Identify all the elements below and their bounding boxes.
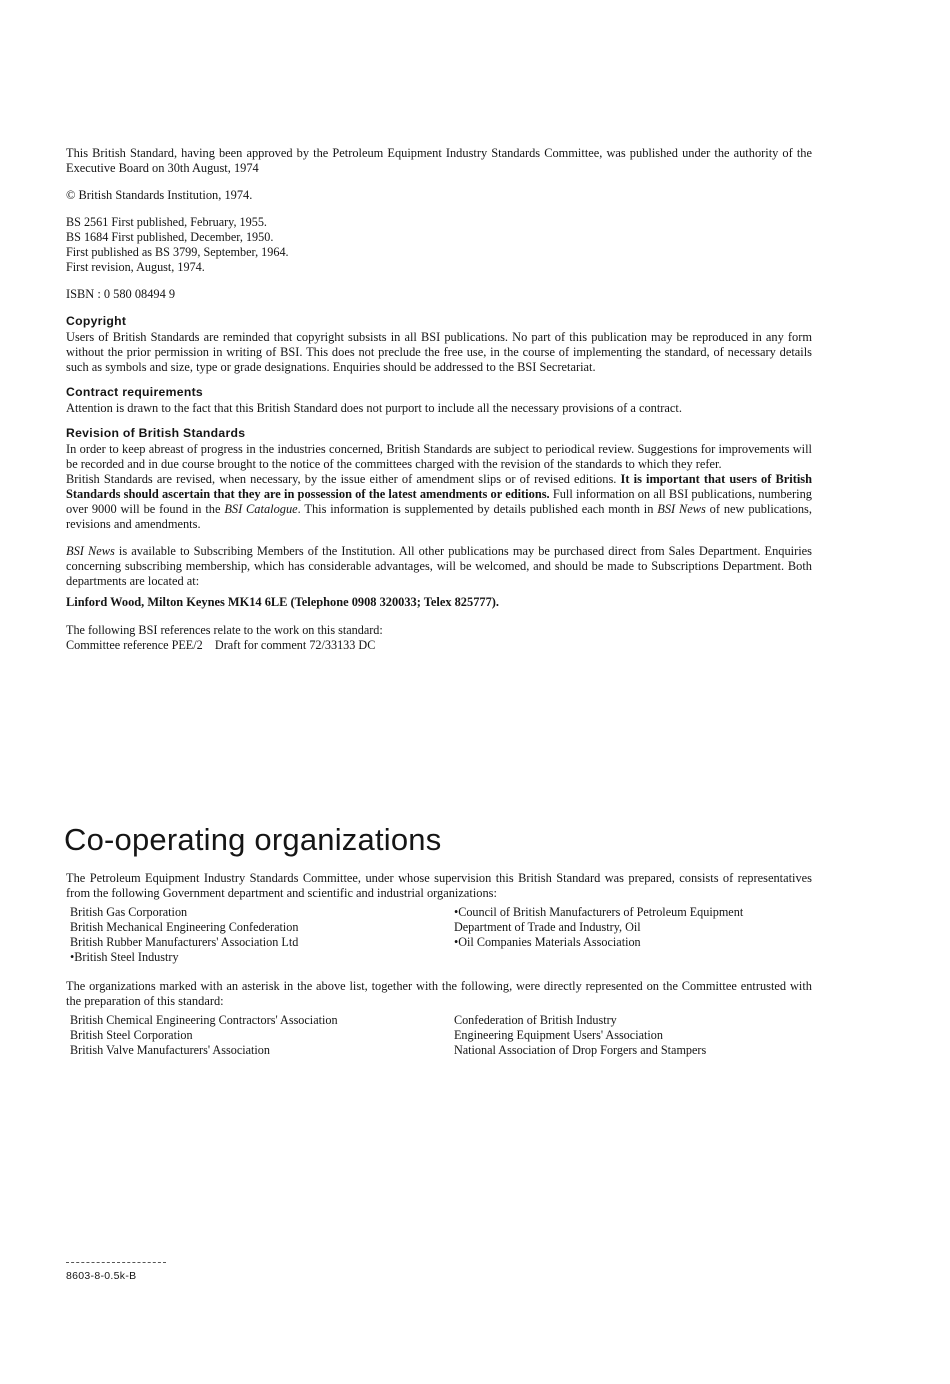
bsi-news: BSI News — [657, 502, 706, 516]
revision-important: It is important that users of British Standards should ascertain that they are in possession of the latest amendments or editions. — [66, 472, 812, 501]
publication-history — [66, 215, 812, 275]
copyright-text: Users of British Standards are reminded that copyright subsists in all BSI publications. No part of this publication may be reproduced in any form without the prior permission in writing of BSI. This does not preclude the free use, in the course of implementing the standard, of necessary details such as symbols and size, type or grade designations. Enquiries should be addressed to the BSI Secretariat. — [66, 330, 812, 374]
approval-statement: This British Standard, having been approved by the Petroleum Equipment Industry Standards Committee, was published under the authority of the Executive Board on 30th August, 1974 — [66, 146, 812, 175]
bsi-references — [66, 623, 812, 653]
bsi-catalogue: BSI Catalogue — [224, 502, 298, 516]
revision-text: of new publications, revisions and amendments. — [66, 502, 812, 531]
cooperating-intro: The Petroleum Equipment Industry Standards Committee, under whose supervision this British Standard was prepared, consists of representatives from the following Government department and scientific and industrial organizations: — [66, 871, 812, 900]
revision-text: Full information on all BSI publications, numbering over 9000 will be found in the — [66, 487, 812, 516]
organization-list-1 — [70, 905, 812, 965]
copyright-notice: © British Standards Institution, 1974. — [66, 188, 253, 202]
list-item: Department of Trade and Industry, Oil — [453, 920, 641, 934]
org-column-left — [70, 905, 454, 965]
isbn: ISBN : 0 580 08494 9 — [66, 287, 176, 301]
organization-list-2 — [70, 1013, 812, 1058]
list-item: British Valve Manufacturers' Association — [70, 1043, 270, 1057]
draft-reference: Draft for comment 72/33133 DC — [214, 638, 376, 652]
committee-reference: Committee reference PEE/2 — [66, 638, 203, 652]
list-item: •British Steel Industry — [70, 950, 179, 964]
list-item: •Oil Companies Materials Association — [453, 935, 641, 949]
org-column-left — [70, 1013, 454, 1058]
cooperating-intro-2: The organizations marked with an asterisk in the above list, together with the following, were directly represented on the Committee entrusted with the preparation of this standard: — [66, 979, 812, 1008]
list-item: •Council of British Manufacturers of Petroleum Equipment — [453, 905, 744, 919]
list-item: Engineering Equipment Users' Association — [453, 1028, 663, 1042]
revision-para-1: In order to keep abreast of progress in the industries concerned, British Standards are subject to periodical review. Suggestions for improvements will be recorded and in due course brought to the notice of the committees charged with the revision of the standards to which they refer. — [66, 442, 812, 471]
front-matter — [66, 146, 812, 653]
history-line: BS 1684 First published, December, 1950. — [66, 230, 274, 244]
cooperating-section — [66, 871, 812, 1072]
subscribers-paragraph — [66, 544, 812, 589]
history-line: First revision, August, 1974. — [66, 260, 205, 274]
copyright-section — [66, 314, 812, 375]
contract-section — [66, 385, 812, 416]
subscribers-text: is available to Subscribing Members of the Institution. All other publications may be purchased direct from Sales Department. Enquiries concerning subscribing membership, which has considerable advantages, will be welcomed, and should be made to Subscriptions Department. Both departments are located at: — [66, 544, 813, 588]
revision-heading: Revision of British Standards — [66, 426, 246, 440]
history-line: BS 2561 First published, February, 1955. — [66, 215, 267, 229]
org-column-right — [454, 905, 812, 965]
cooperating-title: Co-operating organizations — [64, 822, 442, 857]
revision-text: . This information is supplemented by details published each month in — [297, 502, 658, 516]
revision-para-2 — [66, 472, 812, 532]
org-column-right — [454, 1013, 812, 1058]
list-item: British Chemical Engineering Contractors' Association — [70, 1013, 338, 1027]
references-line — [66, 638, 812, 653]
print-code: 8603-8-0.5k-B — [66, 1270, 137, 1282]
contract-text: Attention is drawn to the fact that this British Standard does not purport to include all the necessary provisions of a contract. — [66, 401, 682, 415]
footer-divider — [66, 1262, 166, 1263]
references-intro: The following BSI references relate to the work on this standard: — [66, 623, 383, 637]
list-item: British Mechanical Engineering Confederation — [70, 920, 299, 934]
contract-heading: Contract requirements — [66, 385, 204, 399]
bsi-address: Linford Wood, Milton Keynes MK14 6LE (Telephone 0908 320033; Telex 825777). — [66, 595, 500, 609]
list-item: Confederation of British Industry — [453, 1013, 617, 1027]
history-line: First published as BS 3799, September, 1964. — [66, 245, 289, 259]
list-item: British Gas Corporation — [70, 905, 188, 919]
list-item: British Steel Corporation — [70, 1028, 193, 1042]
bsi-news-title: BSI News — [66, 544, 115, 558]
list-item: National Association of Drop Forgers and Stampers — [453, 1043, 707, 1057]
list-item: British Rubber Manufacturers' Association Ltd — [70, 935, 299, 949]
revision-section — [66, 426, 812, 532]
revision-text: British Standards are revised, when necessary, by the issue either of amendment slips or of revised editions. — [66, 472, 621, 486]
copyright-heading: Copyright — [66, 314, 127, 328]
